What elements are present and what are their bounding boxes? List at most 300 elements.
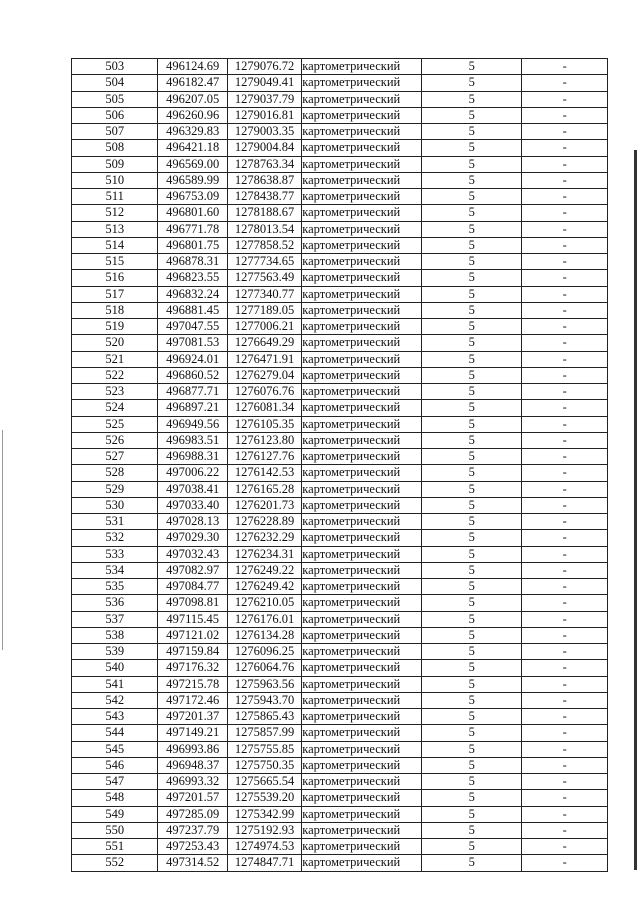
cell-description: - bbox=[522, 59, 608, 75]
cell-point-number: 507 bbox=[72, 124, 158, 140]
cell-accuracy: 5 bbox=[421, 774, 522, 790]
cell-determination-method: картометрический bbox=[302, 562, 422, 578]
cell-coord-x: 496753.09 bbox=[158, 189, 227, 205]
cell-determination-method: картометрический bbox=[302, 254, 422, 270]
table-row bbox=[72, 59, 608, 75]
cell-accuracy: 5 bbox=[421, 286, 522, 302]
cell-determination-method: картометрический bbox=[302, 335, 422, 351]
cell-determination-method: картометрический bbox=[302, 221, 422, 237]
cell-coord-x: 497201.57 bbox=[158, 790, 227, 806]
cell-point-number: 530 bbox=[72, 497, 158, 513]
cell-coord-y: 1278013.54 bbox=[227, 221, 301, 237]
cell-coord-x: 497047.55 bbox=[158, 319, 227, 335]
cell-point-number: 548 bbox=[72, 790, 158, 806]
table-row bbox=[72, 514, 608, 530]
cell-determination-method: картометрический bbox=[302, 579, 422, 595]
cell-accuracy: 5 bbox=[421, 709, 522, 725]
cell-accuracy: 5 bbox=[421, 75, 522, 91]
cell-accuracy: 5 bbox=[421, 400, 522, 416]
cell-point-number: 545 bbox=[72, 741, 158, 757]
cell-accuracy: 5 bbox=[421, 384, 522, 400]
cell-description: - bbox=[522, 562, 608, 578]
cell-determination-method: картометрический bbox=[302, 432, 422, 448]
cell-accuracy: 5 bbox=[421, 432, 522, 448]
cell-accuracy: 5 bbox=[421, 676, 522, 692]
cell-determination-method: картометрический bbox=[302, 449, 422, 465]
cell-coord-y: 1277858.52 bbox=[227, 237, 301, 253]
cell-point-number: 552 bbox=[72, 855, 158, 871]
cell-coord-y: 1276249.22 bbox=[227, 562, 301, 578]
cell-coord-x: 497082.97 bbox=[158, 562, 227, 578]
table-row bbox=[72, 546, 608, 562]
cell-description: - bbox=[522, 709, 608, 725]
table-row bbox=[72, 497, 608, 513]
cell-coord-x: 496832.24 bbox=[158, 286, 227, 302]
table-row bbox=[72, 725, 608, 741]
cell-accuracy: 5 bbox=[421, 497, 522, 513]
table-row bbox=[72, 205, 608, 221]
table-row bbox=[72, 75, 608, 91]
cell-coord-x: 497029.30 bbox=[158, 530, 227, 546]
cell-accuracy: 5 bbox=[421, 627, 522, 643]
cell-accuracy: 5 bbox=[421, 205, 522, 221]
table-row bbox=[72, 595, 608, 611]
cell-description: - bbox=[522, 774, 608, 790]
cell-point-number: 508 bbox=[72, 140, 158, 156]
cell-accuracy: 5 bbox=[421, 189, 522, 205]
cell-description: - bbox=[522, 757, 608, 773]
cell-coord-y: 1279003.35 bbox=[227, 124, 301, 140]
table-row bbox=[72, 449, 608, 465]
cell-point-number: 517 bbox=[72, 286, 158, 302]
cell-coord-x: 497098.81 bbox=[158, 595, 227, 611]
cell-description: - bbox=[522, 286, 608, 302]
table-row bbox=[72, 465, 608, 481]
cell-coord-y: 1276249.42 bbox=[227, 579, 301, 595]
cell-determination-method: картометрический bbox=[302, 514, 422, 530]
cell-description: - bbox=[522, 822, 608, 838]
scan-edge-mark bbox=[2, 430, 3, 650]
cell-coord-y: 1275865.43 bbox=[227, 709, 301, 725]
cell-accuracy: 5 bbox=[421, 156, 522, 172]
cell-coord-y: 1276234.31 bbox=[227, 546, 301, 562]
cell-point-number: 526 bbox=[72, 432, 158, 448]
cell-description: - bbox=[522, 237, 608, 253]
table-row bbox=[72, 254, 608, 270]
cell-determination-method: картометрический bbox=[302, 172, 422, 188]
cell-coord-x: 497006.22 bbox=[158, 465, 227, 481]
table-row bbox=[72, 709, 608, 725]
cell-accuracy: 5 bbox=[421, 91, 522, 107]
cell-point-number: 527 bbox=[72, 449, 158, 465]
cell-accuracy: 5 bbox=[421, 481, 522, 497]
cell-accuracy: 5 bbox=[421, 725, 522, 741]
cell-coord-x: 497149.21 bbox=[158, 725, 227, 741]
cell-coord-y: 1276105.35 bbox=[227, 416, 301, 432]
cell-coord-y: 1276127.76 bbox=[227, 449, 301, 465]
cell-description: - bbox=[522, 806, 608, 822]
cell-coord-y: 1277189.05 bbox=[227, 302, 301, 318]
cell-accuracy: 5 bbox=[421, 806, 522, 822]
table-row bbox=[72, 335, 608, 351]
cell-accuracy: 5 bbox=[421, 416, 522, 432]
cell-coord-x: 497038.41 bbox=[158, 481, 227, 497]
cell-accuracy: 5 bbox=[421, 59, 522, 75]
cell-coord-y: 1278638.87 bbox=[227, 172, 301, 188]
cell-accuracy: 5 bbox=[421, 254, 522, 270]
cell-coord-x: 496260.96 bbox=[158, 107, 227, 123]
cell-description: - bbox=[522, 75, 608, 91]
cell-accuracy: 5 bbox=[421, 757, 522, 773]
cell-description: - bbox=[522, 107, 608, 123]
cell-determination-method: картометрический bbox=[302, 627, 422, 643]
cell-coord-y: 1277734.65 bbox=[227, 254, 301, 270]
cell-description: - bbox=[522, 530, 608, 546]
table-row bbox=[72, 107, 608, 123]
cell-point-number: 514 bbox=[72, 237, 158, 253]
cell-coord-x: 497172.46 bbox=[158, 692, 227, 708]
cell-description: - bbox=[522, 790, 608, 806]
cell-description: - bbox=[522, 497, 608, 513]
cell-point-number: 531 bbox=[72, 514, 158, 530]
table-row bbox=[72, 676, 608, 692]
cell-accuracy: 5 bbox=[421, 644, 522, 660]
cell-point-number: 528 bbox=[72, 465, 158, 481]
cell-description: - bbox=[522, 432, 608, 448]
cell-description: - bbox=[522, 124, 608, 140]
cell-point-number: 516 bbox=[72, 270, 158, 286]
cell-coord-x: 496860.52 bbox=[158, 367, 227, 383]
cell-coord-y: 1275665.54 bbox=[227, 774, 301, 790]
cell-accuracy: 5 bbox=[421, 514, 522, 530]
cell-determination-method: картометрический bbox=[302, 741, 422, 757]
cell-point-number: 511 bbox=[72, 189, 158, 205]
cell-coord-y: 1276064.76 bbox=[227, 660, 301, 676]
cell-coord-x: 496801.60 bbox=[158, 205, 227, 221]
cell-point-number: 546 bbox=[72, 757, 158, 773]
cell-accuracy: 5 bbox=[421, 319, 522, 335]
cell-description: - bbox=[522, 465, 608, 481]
cell-coord-x: 497033.40 bbox=[158, 497, 227, 513]
table-row bbox=[72, 627, 608, 643]
cell-description: - bbox=[522, 644, 608, 660]
cell-point-number: 509 bbox=[72, 156, 158, 172]
cell-coord-x: 496949.56 bbox=[158, 416, 227, 432]
cell-coord-y: 1276081.34 bbox=[227, 400, 301, 416]
cell-description: - bbox=[522, 140, 608, 156]
cell-coord-x: 496948.37 bbox=[158, 757, 227, 773]
cell-coord-x: 496983.51 bbox=[158, 432, 227, 448]
cell-determination-method: картометрический bbox=[302, 709, 422, 725]
cell-point-number: 520 bbox=[72, 335, 158, 351]
cell-description: - bbox=[522, 839, 608, 855]
cell-point-number: 547 bbox=[72, 774, 158, 790]
table-row bbox=[72, 481, 608, 497]
cell-coord-y: 1274974.53 bbox=[227, 839, 301, 855]
cell-coord-y: 1276176.01 bbox=[227, 611, 301, 627]
cell-description: - bbox=[522, 546, 608, 562]
cell-point-number: 544 bbox=[72, 725, 158, 741]
cell-description: - bbox=[522, 579, 608, 595]
cell-accuracy: 5 bbox=[421, 660, 522, 676]
cell-determination-method: картометрический bbox=[302, 384, 422, 400]
cell-coord-x: 497176.32 bbox=[158, 660, 227, 676]
cell-description: - bbox=[522, 367, 608, 383]
cell-coord-y: 1278188.67 bbox=[227, 205, 301, 221]
cell-determination-method: картометрический bbox=[302, 660, 422, 676]
table-row bbox=[72, 579, 608, 595]
cell-point-number: 513 bbox=[72, 221, 158, 237]
cell-coord-y: 1276210.05 bbox=[227, 595, 301, 611]
cell-description: - bbox=[522, 270, 608, 286]
cell-accuracy: 5 bbox=[421, 741, 522, 757]
scan-edge-bar bbox=[634, 150, 637, 870]
cell-coord-y: 1278763.34 bbox=[227, 156, 301, 172]
cell-coord-y: 1276165.28 bbox=[227, 481, 301, 497]
cell-coord-y: 1276076.76 bbox=[227, 384, 301, 400]
cell-coord-x: 496771.78 bbox=[158, 221, 227, 237]
cell-point-number: 504 bbox=[72, 75, 158, 91]
table-row bbox=[72, 172, 608, 188]
cell-point-number: 503 bbox=[72, 59, 158, 75]
cell-accuracy: 5 bbox=[421, 237, 522, 253]
cell-coord-x: 496569.00 bbox=[158, 156, 227, 172]
cell-accuracy: 5 bbox=[421, 124, 522, 140]
cell-accuracy: 5 bbox=[421, 530, 522, 546]
cell-description: - bbox=[522, 384, 608, 400]
cell-description: - bbox=[522, 319, 608, 335]
cell-determination-method: картометрический bbox=[302, 351, 422, 367]
table-row bbox=[72, 384, 608, 400]
cell-determination-method: картометрический bbox=[302, 774, 422, 790]
cell-coord-x: 497285.09 bbox=[158, 806, 227, 822]
cell-description: - bbox=[522, 254, 608, 270]
cell-coord-y: 1276123.80 bbox=[227, 432, 301, 448]
cell-determination-method: картометрический bbox=[302, 790, 422, 806]
cell-determination-method: картометрический bbox=[302, 822, 422, 838]
coordinates-table bbox=[71, 58, 608, 872]
cell-accuracy: 5 bbox=[421, 790, 522, 806]
cell-coord-x: 496924.01 bbox=[158, 351, 227, 367]
cell-determination-method: картометрический bbox=[302, 156, 422, 172]
cell-point-number: 534 bbox=[72, 562, 158, 578]
cell-point-number: 543 bbox=[72, 709, 158, 725]
cell-determination-method: картометрический bbox=[302, 644, 422, 660]
cell-coord-x: 496993.32 bbox=[158, 774, 227, 790]
cell-coord-x: 497159.84 bbox=[158, 644, 227, 660]
cell-determination-method: картометрический bbox=[302, 481, 422, 497]
cell-coord-y: 1274847.71 bbox=[227, 855, 301, 871]
cell-description: - bbox=[522, 302, 608, 318]
cell-determination-method: картометрический bbox=[302, 107, 422, 123]
table-row bbox=[72, 91, 608, 107]
cell-coord-y: 1276228.89 bbox=[227, 514, 301, 530]
cell-coord-y: 1276134.28 bbox=[227, 627, 301, 643]
cell-coord-y: 1279016.81 bbox=[227, 107, 301, 123]
cell-determination-method: картометрический bbox=[302, 286, 422, 302]
table-row bbox=[72, 660, 608, 676]
cell-coord-y: 1277340.77 bbox=[227, 286, 301, 302]
cell-accuracy: 5 bbox=[421, 546, 522, 562]
cell-determination-method: картометрический bbox=[302, 270, 422, 286]
cell-coord-y: 1279049.41 bbox=[227, 75, 301, 91]
cell-description: - bbox=[522, 627, 608, 643]
cell-description: - bbox=[522, 855, 608, 871]
cell-determination-method: картометрический bbox=[302, 692, 422, 708]
cell-point-number: 525 bbox=[72, 416, 158, 432]
cell-coord-x: 497032.43 bbox=[158, 546, 227, 562]
cell-accuracy: 5 bbox=[421, 367, 522, 383]
cell-coord-y: 1275943.70 bbox=[227, 692, 301, 708]
table-row bbox=[72, 839, 608, 855]
cell-coord-y: 1276201.73 bbox=[227, 497, 301, 513]
cell-description: - bbox=[522, 676, 608, 692]
cell-coord-y: 1275539.20 bbox=[227, 790, 301, 806]
cell-description: - bbox=[522, 416, 608, 432]
cell-accuracy: 5 bbox=[421, 579, 522, 595]
cell-description: - bbox=[522, 725, 608, 741]
cell-determination-method: картометрический bbox=[302, 319, 422, 335]
cell-determination-method: картометрический bbox=[302, 530, 422, 546]
cell-coord-y: 1277006.21 bbox=[227, 319, 301, 335]
table-row bbox=[72, 855, 608, 871]
cell-coord-y: 1276279.04 bbox=[227, 367, 301, 383]
cell-determination-method: картометрический bbox=[302, 140, 422, 156]
table-row bbox=[72, 156, 608, 172]
cell-point-number: 522 bbox=[72, 367, 158, 383]
cell-accuracy: 5 bbox=[421, 839, 522, 855]
cell-coord-x: 497201.37 bbox=[158, 709, 227, 725]
coordinates-table-body bbox=[72, 59, 608, 872]
cell-determination-method: картометрический bbox=[302, 757, 422, 773]
cell-coord-x: 497215.78 bbox=[158, 676, 227, 692]
cell-determination-method: картометрический bbox=[302, 189, 422, 205]
cell-point-number: 515 bbox=[72, 254, 158, 270]
table-row bbox=[72, 692, 608, 708]
table-row bbox=[72, 221, 608, 237]
table-row bbox=[72, 644, 608, 660]
cell-point-number: 537 bbox=[72, 611, 158, 627]
cell-point-number: 506 bbox=[72, 107, 158, 123]
table-row bbox=[72, 757, 608, 773]
cell-accuracy: 5 bbox=[421, 351, 522, 367]
cell-point-number: 523 bbox=[72, 384, 158, 400]
cell-coord-x: 496182.47 bbox=[158, 75, 227, 91]
cell-point-number: 551 bbox=[72, 839, 158, 855]
cell-description: - bbox=[522, 351, 608, 367]
cell-coord-x: 496988.31 bbox=[158, 449, 227, 465]
cell-description: - bbox=[522, 172, 608, 188]
cell-description: - bbox=[522, 595, 608, 611]
cell-coord-y: 1276232.29 bbox=[227, 530, 301, 546]
cell-determination-method: картометрический bbox=[302, 595, 422, 611]
cell-description: - bbox=[522, 156, 608, 172]
cell-accuracy: 5 bbox=[421, 449, 522, 465]
cell-accuracy: 5 bbox=[421, 692, 522, 708]
cell-description: - bbox=[522, 692, 608, 708]
cell-coord-x: 497237.79 bbox=[158, 822, 227, 838]
cell-determination-method: картометрический bbox=[302, 806, 422, 822]
cell-accuracy: 5 bbox=[421, 822, 522, 838]
cell-determination-method: картометрический bbox=[302, 124, 422, 140]
table-row bbox=[72, 530, 608, 546]
cell-coord-x: 496877.71 bbox=[158, 384, 227, 400]
cell-coord-x: 497028.13 bbox=[158, 514, 227, 530]
cell-description: - bbox=[522, 91, 608, 107]
cell-determination-method: картометрический bbox=[302, 302, 422, 318]
cell-coord-y: 1276649.29 bbox=[227, 335, 301, 351]
cell-accuracy: 5 bbox=[421, 270, 522, 286]
cell-coord-y: 1276096.25 bbox=[227, 644, 301, 660]
cell-determination-method: картометрический bbox=[302, 497, 422, 513]
table-row bbox=[72, 774, 608, 790]
cell-coord-x: 497084.77 bbox=[158, 579, 227, 595]
cell-coord-x: 496878.31 bbox=[158, 254, 227, 270]
cell-coord-y: 1275342.99 bbox=[227, 806, 301, 822]
cell-description: - bbox=[522, 660, 608, 676]
cell-coord-y: 1275755.85 bbox=[227, 741, 301, 757]
cell-coord-y: 1279037.79 bbox=[227, 91, 301, 107]
cell-coord-x: 496124.69 bbox=[158, 59, 227, 75]
cell-description: - bbox=[522, 611, 608, 627]
cell-description: - bbox=[522, 221, 608, 237]
cell-point-number: 540 bbox=[72, 660, 158, 676]
cell-determination-method: картометрический bbox=[302, 59, 422, 75]
cell-coord-x: 497115.45 bbox=[158, 611, 227, 627]
cell-determination-method: картометрический bbox=[302, 75, 422, 91]
cell-coord-x: 496329.83 bbox=[158, 124, 227, 140]
table-row bbox=[72, 351, 608, 367]
cell-determination-method: картометрический bbox=[302, 91, 422, 107]
table-row bbox=[72, 286, 608, 302]
cell-accuracy: 5 bbox=[421, 221, 522, 237]
cell-description: - bbox=[522, 449, 608, 465]
cell-description: - bbox=[522, 335, 608, 351]
table-row bbox=[72, 400, 608, 416]
cell-coord-y: 1275857.99 bbox=[227, 725, 301, 741]
cell-point-number: 529 bbox=[72, 481, 158, 497]
table-row bbox=[72, 822, 608, 838]
cell-point-number: 536 bbox=[72, 595, 158, 611]
table-row bbox=[72, 302, 608, 318]
table-row bbox=[72, 319, 608, 335]
cell-description: - bbox=[522, 189, 608, 205]
cell-point-number: 524 bbox=[72, 400, 158, 416]
cell-point-number: 521 bbox=[72, 351, 158, 367]
table-row bbox=[72, 432, 608, 448]
cell-accuracy: 5 bbox=[421, 855, 522, 871]
cell-coord-x: 496801.75 bbox=[158, 237, 227, 253]
table-row bbox=[72, 367, 608, 383]
cell-coord-x: 497081.53 bbox=[158, 335, 227, 351]
cell-point-number: 539 bbox=[72, 644, 158, 660]
cell-determination-method: картометрический bbox=[302, 839, 422, 855]
cell-determination-method: картометрический bbox=[302, 205, 422, 221]
cell-description: - bbox=[522, 741, 608, 757]
cell-description: - bbox=[522, 400, 608, 416]
cell-description: - bbox=[522, 514, 608, 530]
cell-point-number: 510 bbox=[72, 172, 158, 188]
table-row bbox=[72, 189, 608, 205]
cell-point-number: 550 bbox=[72, 822, 158, 838]
cell-point-number: 518 bbox=[72, 302, 158, 318]
cell-coord-y: 1275192.93 bbox=[227, 822, 301, 838]
table-row bbox=[72, 270, 608, 286]
cell-accuracy: 5 bbox=[421, 465, 522, 481]
cell-coord-y: 1275750.35 bbox=[227, 757, 301, 773]
cell-accuracy: 5 bbox=[421, 140, 522, 156]
cell-coord-x: 496589.99 bbox=[158, 172, 227, 188]
